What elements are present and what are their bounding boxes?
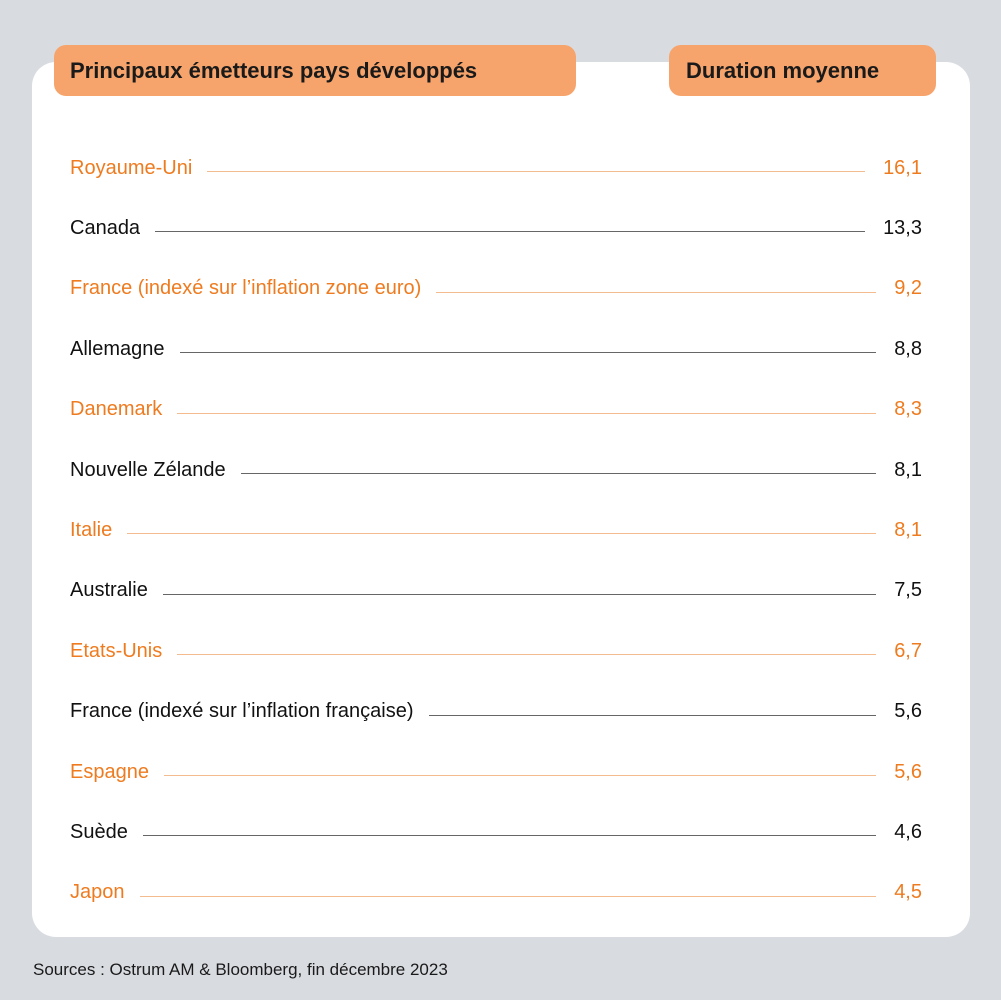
leader-line <box>155 231 865 232</box>
row-label: Japon <box>70 881 125 904</box>
table-row <box>70 213 922 243</box>
row-label: Espagne <box>70 760 149 783</box>
row-value: 7,5 <box>894 579 922 602</box>
column-header-duration: Duration moyenne <box>669 45 936 96</box>
table-row <box>70 515 922 545</box>
table-row <box>70 757 922 787</box>
row-value: 5,6 <box>894 700 922 723</box>
leader-line <box>207 171 865 172</box>
leader-line <box>177 654 876 655</box>
row-label: France (indexé sur l’inflation zone euro) <box>70 277 422 300</box>
row-label: Canada <box>70 216 141 239</box>
table-row <box>70 153 922 183</box>
row-label: Nouvelle Zélande <box>70 458 226 481</box>
table-row <box>70 697 922 727</box>
row-value: 8,1 <box>894 518 922 541</box>
leader-line <box>163 594 876 595</box>
row-label: Italie <box>70 518 113 541</box>
leader-line <box>429 715 877 716</box>
leader-line <box>164 775 876 776</box>
row-label: Allemagne <box>70 337 165 360</box>
row-label: France (indexé sur l’inflation française) <box>70 700 414 723</box>
table-row <box>70 334 922 364</box>
row-value: 6,7 <box>894 639 922 662</box>
row-value: 8,8 <box>894 337 922 360</box>
row-value: 13,3 <box>883 216 922 239</box>
leader-line <box>127 533 876 534</box>
row-value: 4,5 <box>894 881 922 904</box>
table-row <box>70 455 922 485</box>
leader-line <box>177 413 876 414</box>
row-value: 5,6 <box>894 760 922 783</box>
leader-line <box>436 292 876 293</box>
row-label: Royaume-Uni <box>70 156 193 179</box>
row-value: 9,2 <box>894 277 922 300</box>
row-label: Etats-Unis <box>70 639 163 662</box>
source-note: Sources : Ostrum AM & Bloomberg, fin décembre 2023 <box>33 960 448 979</box>
row-value: 16,1 <box>883 156 922 179</box>
leader-line <box>180 352 877 353</box>
row-value: 8,3 <box>894 398 922 421</box>
table-row <box>70 636 922 666</box>
table-row <box>70 878 922 908</box>
row-value: 8,1 <box>894 458 922 481</box>
table-row <box>70 274 922 304</box>
table-row <box>70 395 922 425</box>
row-label: Australie <box>70 579 148 602</box>
column-header-issuers: Principaux émetteurs pays développés <box>54 45 576 96</box>
row-label: Suède <box>70 820 128 843</box>
table-row <box>70 817 922 847</box>
leader-line <box>241 473 877 474</box>
table-row <box>70 576 922 606</box>
row-value: 4,6 <box>894 820 922 843</box>
row-label: Danemark <box>70 398 163 421</box>
leader-line <box>140 896 877 897</box>
leader-line <box>143 835 876 836</box>
